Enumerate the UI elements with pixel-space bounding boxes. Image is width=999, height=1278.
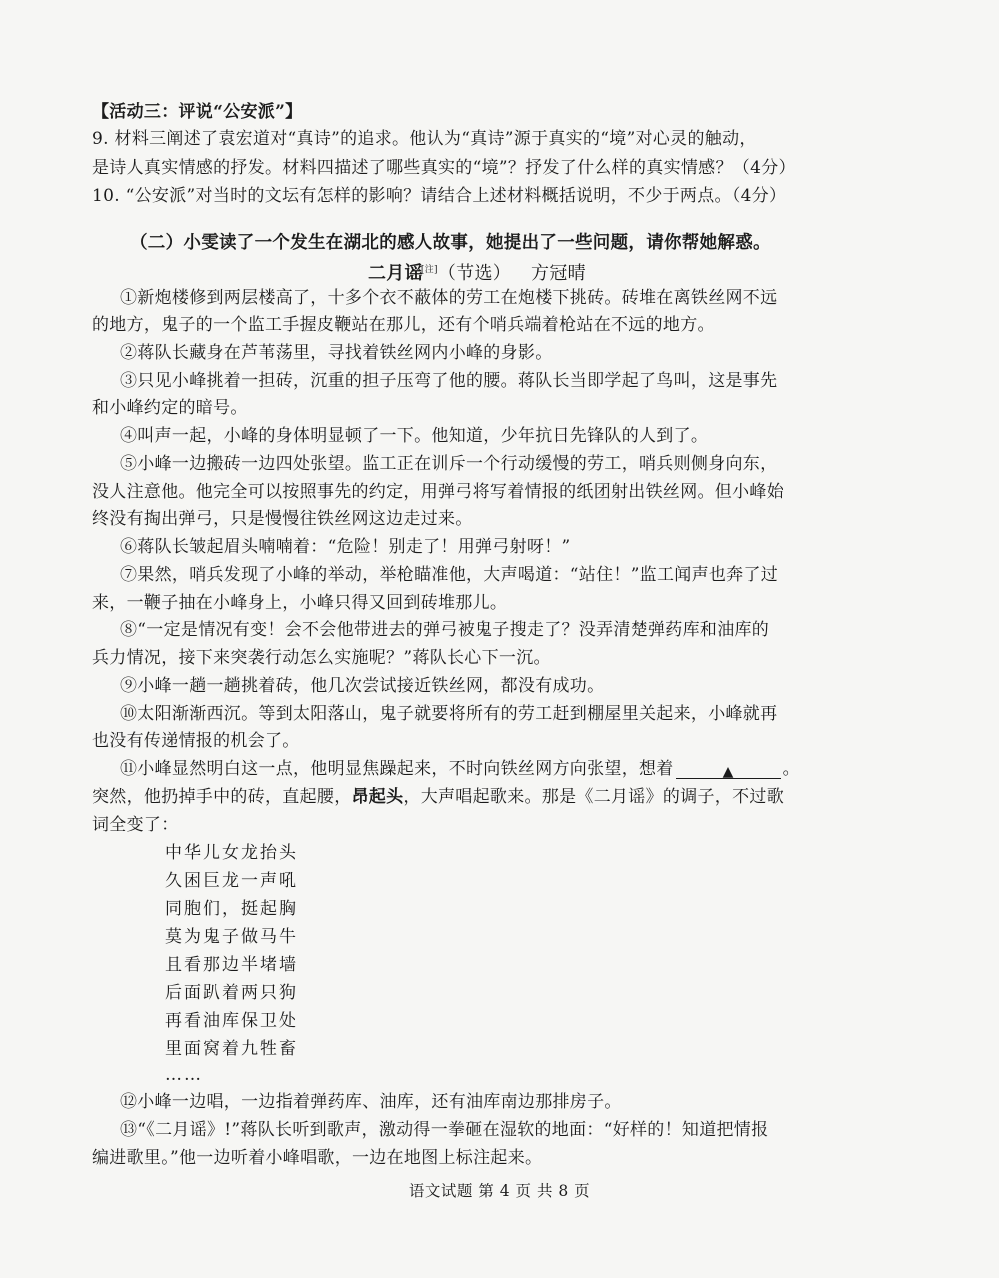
note-mark: [注] bbox=[420, 265, 438, 275]
poem-ellipsis: …… bbox=[165, 1065, 203, 1085]
paragraph-11-line-3: 词全变了： bbox=[92, 815, 179, 835]
paragraph-5-line-1: ⑤小峰一边搬砖一边四处张望。监工正在训斥一个行动缓慢的劳工，哨兵则侧身向东， bbox=[120, 454, 778, 474]
question-10: 10. “公安派”对当时的文坛有怎样的影响？请结合上述材料概括说明，不少于两点。（4分） bbox=[92, 186, 787, 206]
paragraph-5-line-3: 终没有掏出弹弓，只是慢慢往铁丝网这边走过来。 bbox=[92, 509, 473, 529]
paragraph-1-line-1: ①新炮楼修到两层楼高了，十多个衣不蔽体的劳工在炮楼下挑砖。砖堆在离铁丝网不远 bbox=[120, 288, 778, 308]
paragraph-10-line-1: ⑩太阳渐渐西沉。等到太阳落山，鬼子就要将所有的劳工赶到棚屋里关起来，小峰就再 bbox=[120, 704, 778, 724]
poem-line-1: 中华儿女龙抬头 bbox=[165, 843, 298, 863]
paragraph-7-line-2: 来，一鞭子抽在小峰身上，小峰只得又回到砖堆那儿。 bbox=[92, 593, 508, 613]
paragraph-11-text: ⑪小峰显然明白这一点，他明显焦躁起来，不时向铁丝网方向张望，想着 bbox=[120, 759, 674, 779]
question-9-line-2: 是诗人真实情感的抒发。材料四描述了哪些真实的“境”？抒发了什么样的真实情感？（4分） bbox=[92, 158, 796, 178]
poem-line-5: 且看那边半堵墙 bbox=[165, 955, 298, 975]
paragraph-10-line-2: 也没有传递情报的机会了。 bbox=[92, 731, 300, 751]
paragraph-1-line-2: 的地方，鬼子的一个监工手握皮鞭站在那儿，还有个哨兵端着枪站在不远的地方。 bbox=[92, 315, 715, 335]
highlighted-phrase: 昂起头 bbox=[351, 787, 404, 807]
paragraph-8-line-1: ⑧“一定是情况有变！会不会他带进去的弹弓被鬼子搜走了？没弄清楚弹药库和油库的 bbox=[120, 620, 770, 640]
paragraph-12: ⑫小峰一边唱，一边指着弹药库、油库，还有油库南边那排房子。 bbox=[120, 1092, 622, 1112]
poem-line-2: 久困巨龙一声吼 bbox=[165, 871, 298, 891]
paragraph-13-line-2: 编进歌里。”他一边听着小峰唱歌，一边在地图上标注起来。 bbox=[92, 1148, 543, 1168]
page-footer bbox=[0, 1179, 999, 1201]
paragraph-5-line-2: 没人注意他。他完全可以按照事先的约定，用弹弓将写着情报的纸团射出铁丝网。但小峰始 bbox=[92, 482, 784, 502]
paragraph-13-line-1: ⑬“《二月谣》!”蒋队长听到歌声，激动得一拳砸在湿软的地面：“好样的！知道把情报 bbox=[120, 1120, 769, 1140]
footer-page: 第 4 页 bbox=[478, 1182, 532, 1200]
activity-heading: 【活动三：评说“公安派”】 bbox=[92, 102, 303, 122]
triangle-marker-icon: ▲ bbox=[722, 764, 734, 780]
poem-line-3: 同胞们，挺起胸 bbox=[165, 899, 298, 919]
paragraph-9: ⑨小峰一趟一趟挑着砖，他几次尝试接近铁丝网，都没有成功。 bbox=[120, 676, 605, 696]
poem-line-7: 再看油库保卫处 bbox=[165, 1011, 298, 1031]
excerpt-label: （节选） bbox=[437, 263, 512, 284]
section-2-heading: （二）小雯读了一个发生在湖北的感人故事，她提出了一些问题，请你帮她解惑。 bbox=[130, 233, 771, 253]
footer-subject: 语文试题 bbox=[408, 1182, 473, 1200]
poem-line-6: 后面趴着两只狗 bbox=[165, 983, 298, 1003]
paragraph-11-text-a: 突然，他扔掉手中的砖，直起腰， bbox=[92, 787, 352, 807]
paragraph-4: ④叫声一起，小峰的身体明显顿了一下。他知道，少年抗日先锋队的人到了。 bbox=[120, 426, 709, 446]
question-9-line-1: 9. 材料三阐述了袁宏道对“真诗”的追求。他认为“真诗”源于真实的“境”对心灵的触动， bbox=[92, 129, 757, 149]
paragraph-3-line-1: ③只见小峰挑着一担砖，沉重的担子压弯了他的腰。蒋队长当即学起了鸟叫，这是事先 bbox=[120, 371, 778, 391]
paragraph-11-line-1 bbox=[120, 758, 800, 780]
story-title: 二月谣 bbox=[368, 263, 423, 284]
paragraph-3-line-2: 和小峰约定的暗号。 bbox=[92, 398, 248, 418]
paragraph-8-line-2: 兵力情况，接下来突袭行动怎么实施呢？”蒋队长心下一沉。 bbox=[92, 648, 551, 668]
paragraph-2: ②蒋队长藏身在芦苇荡里，寻找着铁丝网内小峰的身影。 bbox=[120, 343, 553, 363]
poem-line-4: 莫为鬼子做马牛 bbox=[165, 927, 298, 947]
story-title-line bbox=[368, 259, 586, 285]
paragraph-11-line-2 bbox=[92, 786, 784, 808]
paragraph-6: ⑥蒋队长皱起眉头喃喃着：“危险！别走了！用弹弓射呀！” bbox=[120, 537, 571, 557]
poem-line-8: 里面窝着九牲畜 bbox=[165, 1039, 298, 1059]
footer-total: 共 8 页 bbox=[536, 1182, 591, 1200]
paragraph-11-text-c: ，大声唱起歌来。那是《二月谣》的调子，不过歌 bbox=[403, 787, 785, 807]
answer-blank[interactable] bbox=[676, 760, 781, 779]
paragraph-7-line-1: ⑦果然，哨兵发现了小峰的举动，举枪瞄准他，大声喝道：“站住！”监工闻声也奔了过 bbox=[120, 565, 779, 585]
paragraph-11-period: 。 bbox=[782, 759, 800, 779]
author: 方冠晴 bbox=[531, 263, 586, 284]
